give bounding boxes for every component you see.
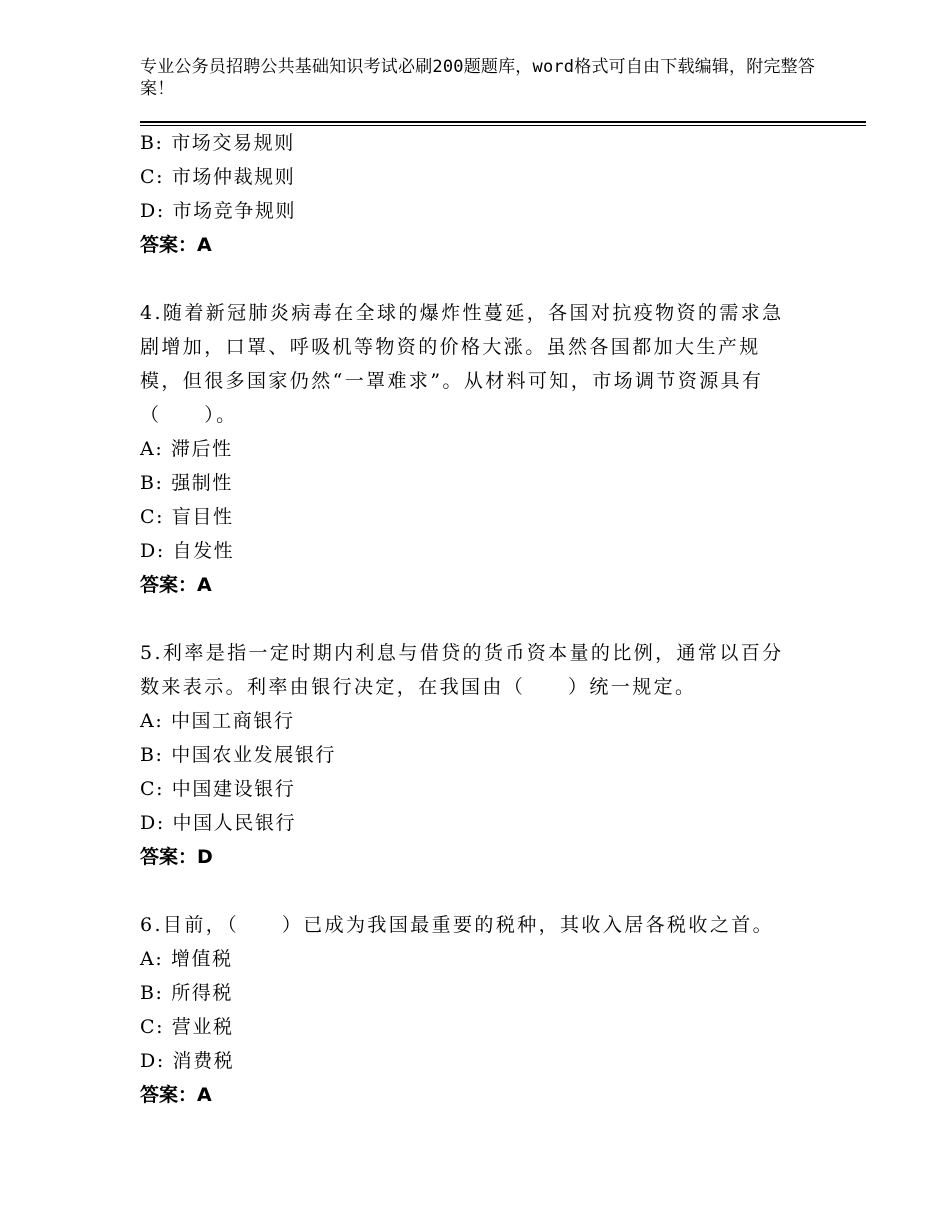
document-header: 专业公务员招聘公共基础知识考试必刷200题题库，word格式可自由下载编辑，附完整答案！ [140, 57, 816, 99]
question-text-line: 模，但很多国家仍然“一罩难求”。从材料可知，市场调节资源具有 [140, 370, 764, 392]
option-b: B: 市场交易规则 [140, 132, 295, 154]
question-list [140, 126, 840, 1112]
option-a: A: 中国工商银行 [140, 710, 295, 732]
question-text-line: 6.目前，（ ）已成为我国最重要的税种，其收入居各税收之首。 [140, 914, 775, 936]
question-4 [140, 296, 840, 602]
question-5 [140, 636, 840, 874]
answer-label: 答案：A [140, 574, 212, 596]
option-a: A: 滞后性 [140, 438, 233, 460]
option-d: D: 市场竞争规则 [140, 200, 297, 222]
question-6 [140, 908, 840, 1112]
option-c: C: 营业税 [140, 1016, 234, 1038]
option-b: B: 所得税 [140, 982, 234, 1004]
question-text-line: 5.利率是指一定时期内利息与借贷的货币资本量的比例，通常以百分 [140, 642, 784, 664]
question-text-line: 剧增加，口罩、呼吸机等物资的价格大涨。虽然各国都加大生产规 [140, 336, 761, 358]
answer-label: 答案：D [140, 846, 213, 868]
option-d: D: 中国人民银行 [140, 812, 297, 834]
option-d: D: 消费税 [140, 1050, 235, 1072]
option-c: C: 盲目性 [140, 506, 234, 528]
spacer [140, 262, 840, 296]
answer-label: 答案：A [140, 1084, 212, 1106]
question-text-line: （ ）。 [140, 404, 238, 426]
option-c: C: 市场仲裁规则 [140, 166, 296, 188]
option-a: A: 增值税 [140, 948, 233, 970]
header-rule-thick [140, 121, 866, 123]
spacer [140, 602, 840, 636]
partial-question [140, 126, 840, 262]
option-c: C: 中国建设银行 [140, 778, 296, 800]
option-b: B: 强制性 [140, 472, 234, 494]
option-b: B: 中国农业发展银行 [140, 744, 337, 766]
question-text-line: 数来表示。利率由银行决定，在我国由（ ）统一规定。 [140, 676, 697, 698]
spacer [140, 874, 840, 908]
option-d: D: 自发性 [140, 540, 235, 562]
answer-label: 答案：A [140, 234, 212, 256]
question-text-line: 4.随着新冠肺炎病毒在全球的爆炸性蔓延，各国对抗疫物资的需求急 [140, 302, 784, 324]
